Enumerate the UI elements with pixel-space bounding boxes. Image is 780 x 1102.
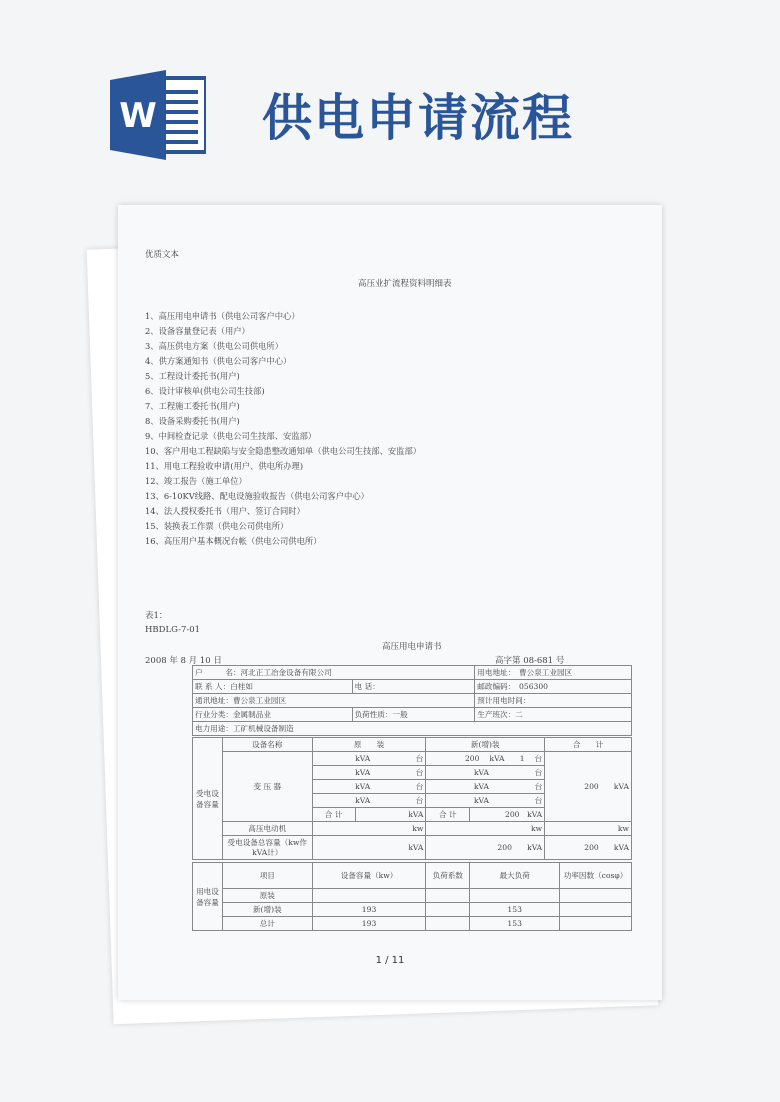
unit: kw (545, 822, 632, 836)
unit: 台 (415, 768, 424, 777)
load-nature: 负荷性质：一般 (352, 708, 475, 722)
row-capacity: 193 (312, 903, 426, 917)
word-icon (110, 70, 206, 160)
svg-text:W: W (119, 96, 157, 136)
row-label: 总计 (222, 917, 312, 931)
form-date: 2008 年 8 月 10 日 (145, 656, 222, 666)
form-serial: 高字第 08-681 号 (495, 656, 565, 666)
unit: kVA (355, 796, 371, 805)
unit: kVA (355, 768, 371, 777)
list-item: 7、工程施工委托书(用户) (145, 401, 240, 411)
list-item: 5、工程设计委托书(用户) (145, 371, 240, 381)
total-capacity-label: 受电设备总容量（kw作kVA计） (222, 836, 312, 860)
list-item: 11、用电工程验收申请(用户、供电所办理) (145, 461, 304, 471)
list-item: 12、竣工报告（施工单位） (145, 476, 247, 486)
unit: kVA (355, 782, 371, 791)
list-item: 15、装换表工作票（供电公司供电所） (145, 521, 289, 531)
section-receiving: 受电设备容量 (193, 738, 223, 860)
list-item: 9、中间检查记录（供电公司生技部、安监部） (145, 431, 317, 441)
subtotal-label: 合 计 (426, 808, 470, 822)
transformer-label: 变 压 器 (222, 752, 312, 822)
header-capacity: 设备容量（kw） (312, 863, 426, 889)
document-page (118, 205, 662, 1000)
unit: kVA (473, 768, 489, 777)
mail-address: 通讯地址：曹公泉工业园区 (193, 694, 475, 708)
unit: kVA (355, 808, 426, 822)
hv-motor-label: 高压电动机 (222, 822, 312, 836)
contact: 联 系 人：白桂如 (193, 680, 353, 694)
power-usage: 电力用途：工矿机械设备制造 (193, 722, 632, 736)
row-label: 原装 (222, 889, 312, 903)
table-row (193, 917, 632, 931)
table-row (193, 889, 632, 903)
row-max-load: 153 (470, 917, 560, 931)
row-max-load (470, 889, 560, 903)
unit: 台 (534, 782, 543, 791)
header-original: 原 装 (312, 738, 426, 752)
expected-time: 预计用电时间： (475, 694, 632, 708)
transformer-total: 200 kVA (545, 752, 632, 822)
document-list (145, 309, 421, 549)
list-item: 6、设计审核单(供电公司生技部) (145, 386, 265, 396)
header-name: 设备名称 (222, 738, 312, 752)
section-usage: 用电设备容量 (193, 863, 223, 931)
application-info-table (192, 665, 632, 736)
postcode: 邮政编码： 056300 (475, 680, 632, 694)
table-row (193, 903, 632, 917)
row-label: 新(增)装 (222, 903, 312, 917)
industry: 行业分类：金属制品业 (193, 708, 353, 722)
header-max-load: 最大负荷 (470, 863, 560, 889)
total-capacity: 200 kVA (545, 836, 632, 860)
list-item: 10、客户用电工程缺陷与安全隐患整改通知单（供电公司生技部、安监部） (145, 446, 422, 456)
unit: kVA (473, 796, 489, 805)
unit: kVA (355, 754, 371, 763)
header-power-factor: 功率因数（cosφ） (560, 863, 632, 889)
list-item: 8、设备采购委托书(用户) (145, 416, 240, 426)
header-total: 合 计 (545, 738, 632, 752)
unit: 台 (534, 768, 543, 777)
new-capacity: 200 kVA (426, 836, 545, 860)
row-capacity (312, 889, 426, 903)
header-new: 新(增)装 (426, 738, 545, 752)
form-code: HBDLG-7-01 (145, 625, 201, 635)
unit: 台 (415, 782, 424, 791)
usage-capacity-table (192, 862, 632, 931)
shift: 生产班次：二 (475, 708, 632, 722)
list-item: 1、高压用电申请书（供电公司客户中心） (145, 311, 300, 321)
page-title: 供电申请流程 (262, 89, 574, 147)
row-capacity: 193 (312, 917, 426, 931)
label-quality-text: 优质文本 (145, 250, 180, 260)
row-max-load: 153 (470, 903, 560, 917)
list-item: 4、供方案通知书（供电公司客户中心） (145, 356, 292, 366)
header-coef: 负荷系数 (426, 863, 470, 889)
page-indicator: 1 / 11 (375, 955, 405, 966)
list-item: 13、6-10KV线路、配电设施验收报告（供电公司客户中心） (145, 491, 369, 501)
new-subtotal: 200 kVA (470, 808, 545, 822)
header-item: 项目 (222, 863, 312, 889)
unit: kw (312, 822, 426, 836)
list-item: 3、高压供电方案（供电公司供电所） (145, 341, 284, 351)
table-label: 表1： (145, 611, 168, 621)
unit: 台 (415, 796, 424, 805)
list-title: 高压业扩流程资料明细表 (358, 279, 452, 289)
list-item: 2、设备容量登记表（用户） (145, 326, 250, 336)
unit: kVA (312, 836, 426, 860)
unit: 台 (415, 754, 424, 763)
list-item: 16、高压用户基本概况台帐（供电公司供电所） (145, 536, 322, 546)
form-title: 高压用电申请书 (382, 642, 442, 652)
subtotal-label: 合 计 (312, 808, 355, 822)
unit: kVA (473, 782, 489, 791)
new-transformer: 200 kVA 1 台 (426, 752, 545, 766)
phone: 电 话： (352, 680, 475, 694)
unit: 台 (534, 796, 543, 805)
unit: kw (426, 822, 545, 836)
customer-name: 户 名：河北正工冶金设备有限公司 (193, 666, 475, 680)
address: 用电地址： 曹公泉工业园区 (475, 666, 632, 680)
receiving-capacity-table (192, 737, 632, 860)
list-item: 14、法人授权委托书（用户、签订合同时） (145, 506, 305, 516)
